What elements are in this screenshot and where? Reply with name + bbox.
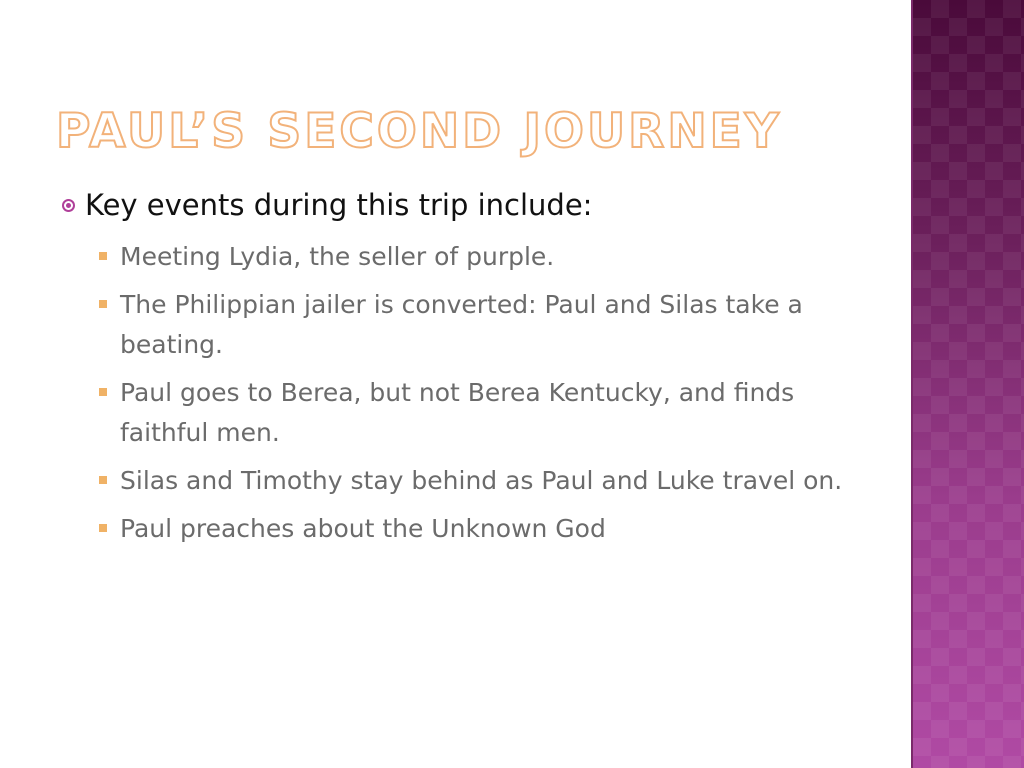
circle-dot-bullet-icon bbox=[62, 199, 75, 212]
sub-bullet-item bbox=[96, 461, 856, 501]
main-bullet bbox=[62, 188, 592, 222]
sub-bullet-text: Silas and Timothy stay behind as Paul and Luke travel on. bbox=[120, 466, 843, 495]
sub-bullet-item bbox=[96, 509, 856, 549]
diamond-pattern bbox=[913, 0, 1024, 768]
sub-bullet-text: Paul goes to Berea, but not Berea Kentucky, and finds faithful men. bbox=[120, 378, 795, 447]
square-bullet-icon bbox=[99, 300, 107, 308]
slide-title: PAUL’S SECOND JOURNEY bbox=[56, 104, 782, 159]
main-bullet-text: Key events during this trip include: bbox=[85, 188, 593, 222]
sub-bullet-item bbox=[96, 237, 856, 277]
square-bullet-icon bbox=[99, 524, 107, 532]
square-bullet-icon bbox=[99, 388, 107, 396]
square-bullet-icon bbox=[99, 252, 107, 260]
sub-bullet-item bbox=[96, 285, 856, 365]
sub-bullet-list bbox=[96, 237, 856, 557]
sub-bullet-text: The Philippian jailer is converted: Paul and Silas take a beating. bbox=[120, 290, 803, 359]
sub-bullet-text: Meeting Lydia, the seller of purple. bbox=[120, 242, 555, 271]
decorative-side-band bbox=[911, 0, 1024, 768]
square-bullet-icon bbox=[99, 476, 107, 484]
sub-bullet-text: Paul preaches about the Unknown God bbox=[120, 514, 606, 543]
sub-bullet-item bbox=[96, 373, 856, 453]
